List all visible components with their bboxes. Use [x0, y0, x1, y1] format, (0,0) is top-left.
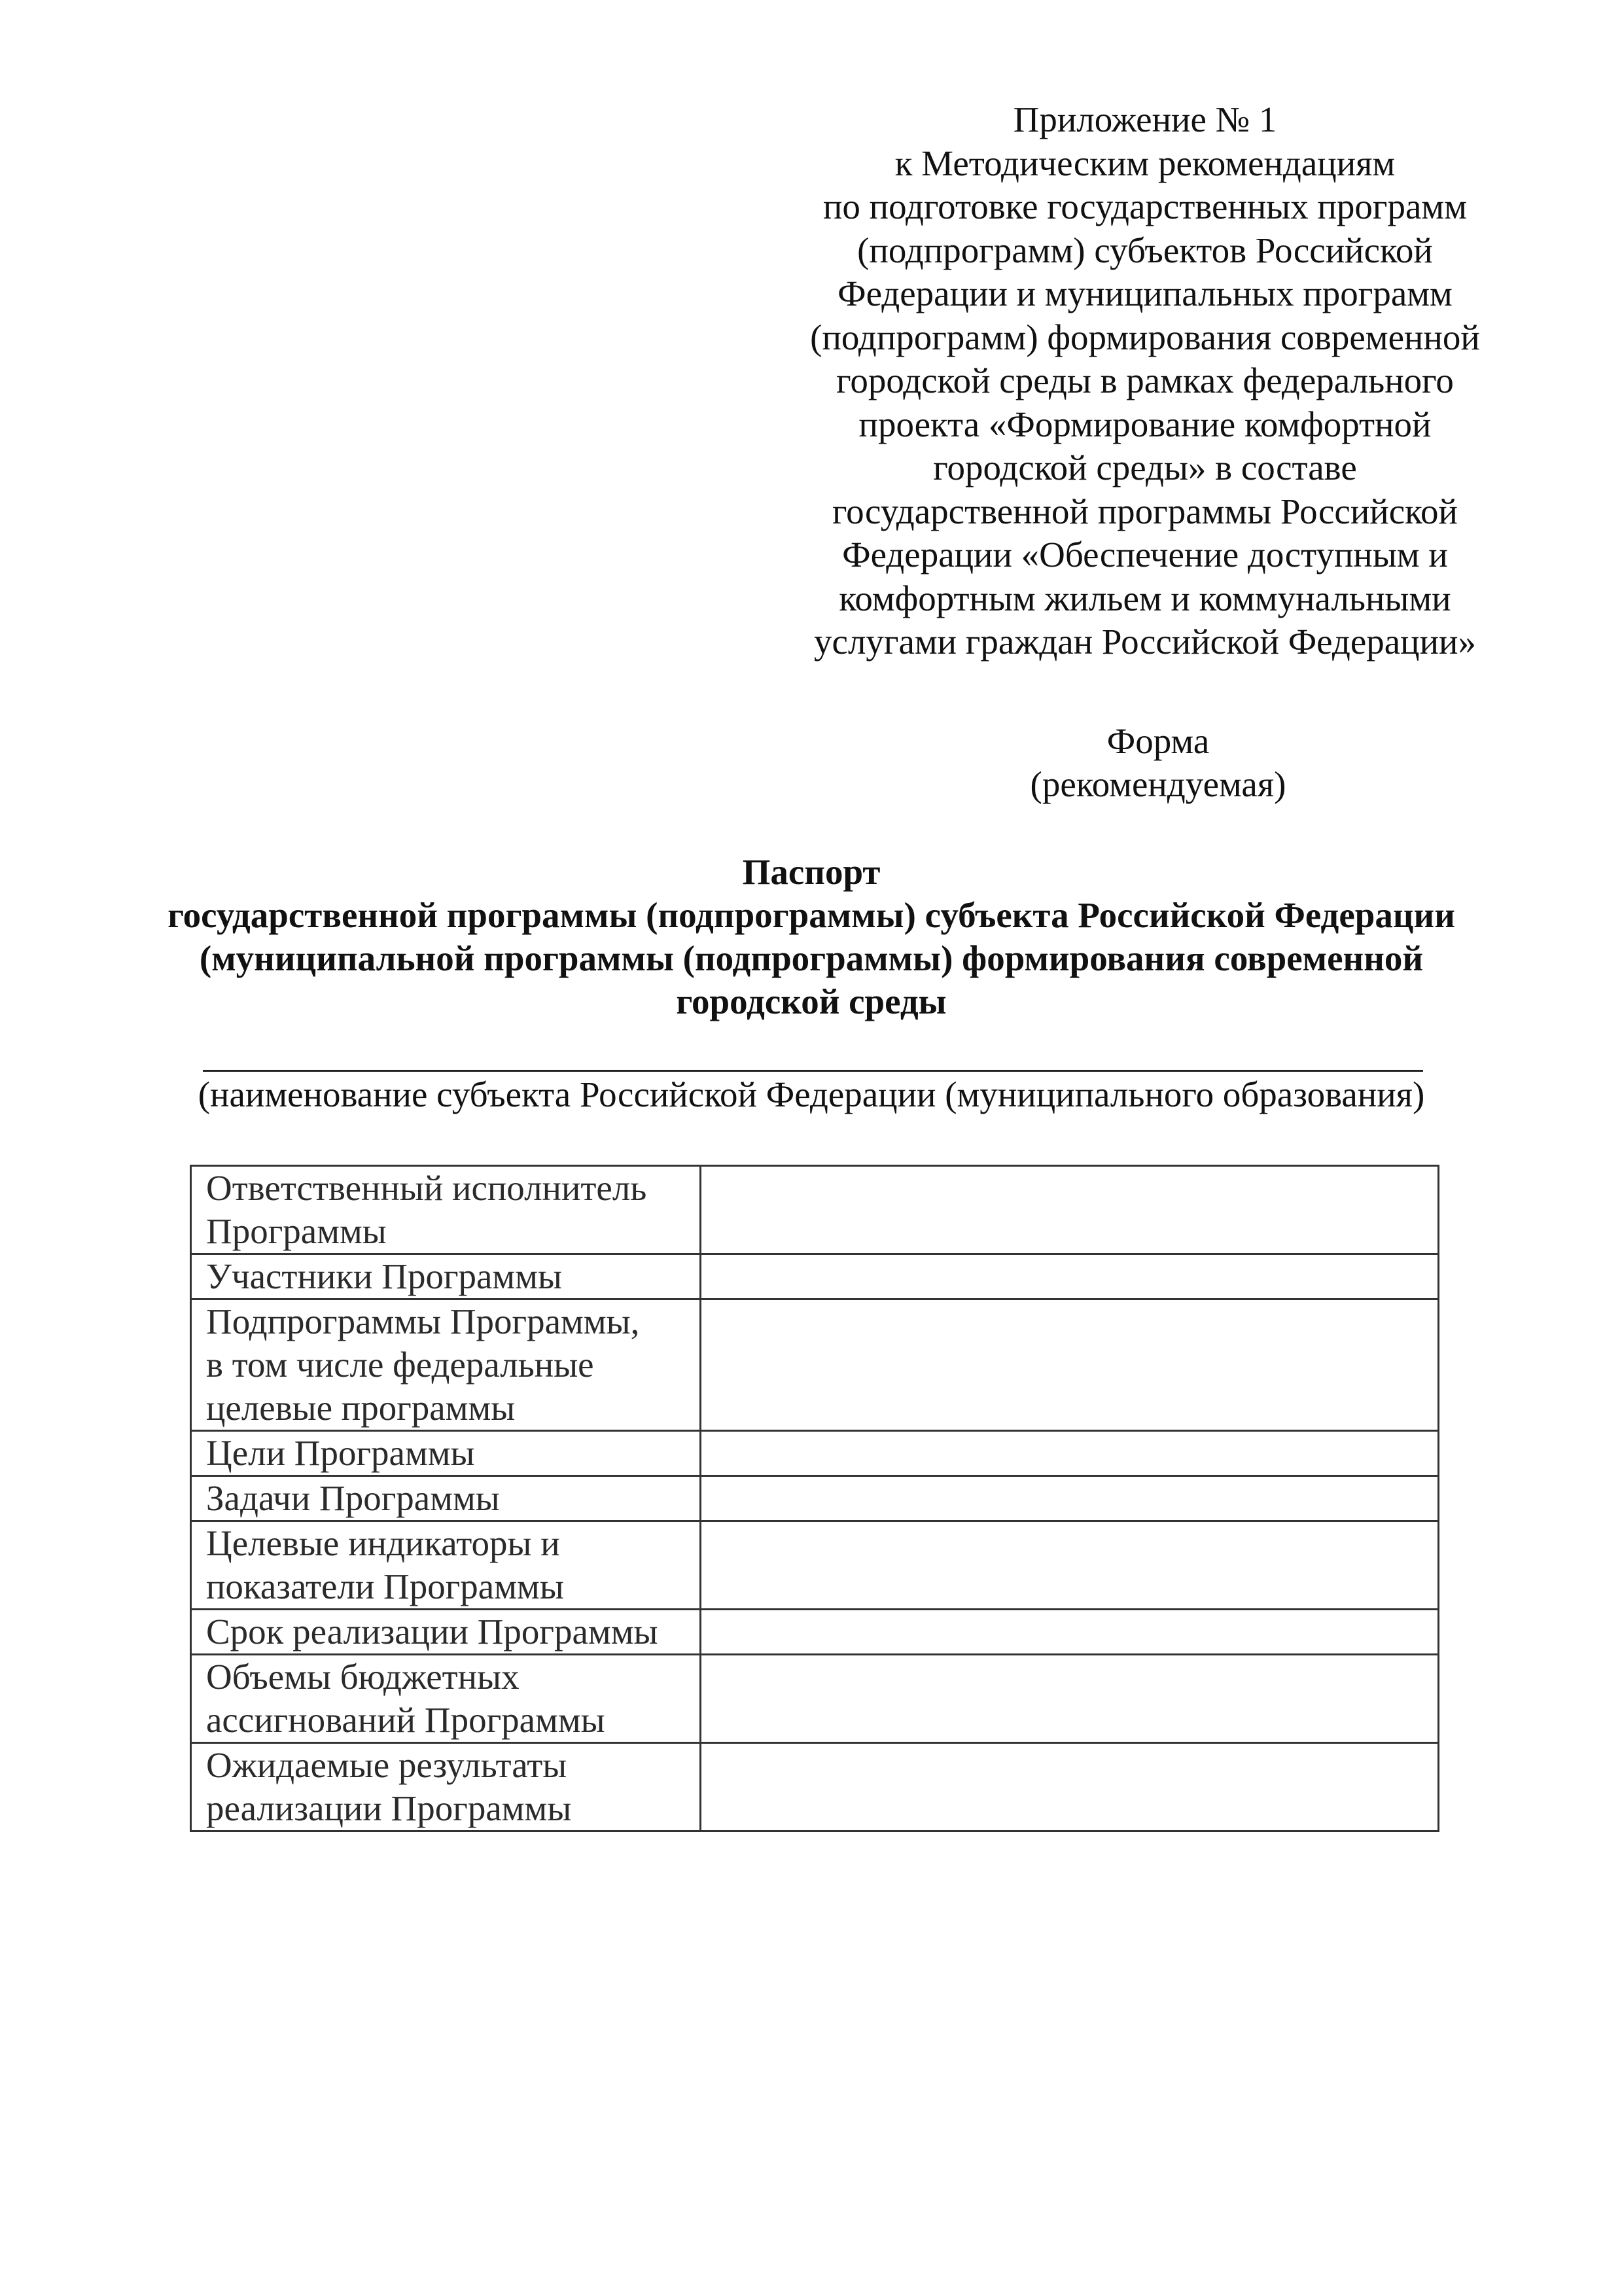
row-label-line: Цели Программы: [206, 1433, 475, 1473]
row-value: [700, 1610, 1438, 1655]
row-label-line: показатели Программы: [206, 1566, 564, 1606]
passport-subtitle-line: (муниципальной программы (подпрограммы) формирования современной: [199, 938, 1424, 978]
row-label-line: Срок реализации Программы: [206, 1612, 658, 1651]
table-row: [191, 1166, 1439, 1254]
table-row: [191, 1743, 1439, 1831]
row-label: [191, 1476, 701, 1521]
appendix-line: Федерации и муниципальных программ: [837, 274, 1453, 313]
appendix-line: к Методическим рекомендациям: [894, 143, 1396, 183]
row-value: [700, 1299, 1438, 1431]
subject-name-caption: (наименование субъекта Российской Федерации (муниципального образования): [198, 1074, 1425, 1114]
form-label: [785, 720, 1531, 806]
row-value: [700, 1254, 1438, 1299]
row-value: [700, 1431, 1438, 1476]
row-label-line: Подпрограммы Программы,: [206, 1301, 640, 1341]
passport-subtitle-line: государственной программы (подпрограммы) субъекта Российской Федерации: [167, 895, 1455, 935]
row-label-line: Задачи Программы: [206, 1478, 500, 1518]
appendix-header: [746, 98, 1544, 664]
appendix-line: государственной программы Российской: [832, 491, 1458, 531]
row-value: [700, 1476, 1438, 1521]
appendix-line: городской среды в рамках федерального: [836, 361, 1454, 400]
table-row: [191, 1476, 1439, 1521]
appendix-line: (подпрограмм) субъектов Российской: [857, 230, 1433, 270]
row-label: [191, 1431, 701, 1476]
row-label-line: Участники Программы: [206, 1256, 562, 1296]
table-row: [191, 1610, 1439, 1655]
passport-heading: [79, 851, 1544, 1023]
passport-table: [190, 1165, 1439, 1832]
table-row: [191, 1431, 1439, 1476]
row-label-line: Программы: [206, 1211, 387, 1251]
table-row: [191, 1299, 1439, 1431]
row-label: [191, 1610, 701, 1655]
row-value: [700, 1521, 1438, 1610]
row-value: [700, 1655, 1438, 1743]
table-row: [191, 1655, 1439, 1743]
form-label-line: Форма: [1106, 721, 1210, 761]
table-row: [191, 1521, 1439, 1610]
row-value: [700, 1166, 1438, 1254]
appendix-line: комфортным жильем и коммунальными: [839, 578, 1451, 618]
appendix-line: городской среды» в составе: [933, 448, 1357, 487]
row-label: [191, 1254, 701, 1299]
row-label: [191, 1743, 701, 1831]
appendix-line: услугами граждан Российской Федерации»: [814, 622, 1476, 662]
row-label: [191, 1299, 701, 1431]
passport-title: Паспорт: [742, 852, 881, 892]
row-label-line: Ответственный исполнитель: [206, 1168, 647, 1208]
appendix-line: Приложение № 1: [1013, 99, 1277, 139]
row-value: [700, 1743, 1438, 1831]
appendix-line: (подпрограмм) формирования современной: [810, 317, 1480, 357]
subject-name-blank-line: [203, 1070, 1423, 1072]
form-label-line: (рекомендуемая): [1030, 764, 1286, 804]
row-label-line: целевые программы: [206, 1388, 516, 1428]
row-label-line: ассигнований Программы: [206, 1700, 605, 1740]
row-label-line: Целевые индикаторы и: [206, 1523, 560, 1563]
row-label-line: в том числе федеральные: [206, 1345, 594, 1385]
table-row: [191, 1254, 1439, 1299]
row-label: [191, 1655, 701, 1743]
row-label: [191, 1521, 701, 1610]
appendix-line: по подготовке государственных программ: [822, 186, 1468, 226]
appendix-line: проекта «Формирование комфортной: [858, 404, 1432, 444]
row-label-line: реализации Программы: [206, 1788, 572, 1828]
row-label: [191, 1166, 701, 1254]
appendix-line: Федерации «Обеспечение доступным и: [842, 535, 1448, 574]
row-label-line: Ожидаемые результаты: [206, 1745, 567, 1785]
row-label-line: Объемы бюджетных: [206, 1657, 520, 1697]
passport-subtitle-line: городской среды: [676, 981, 947, 1021]
